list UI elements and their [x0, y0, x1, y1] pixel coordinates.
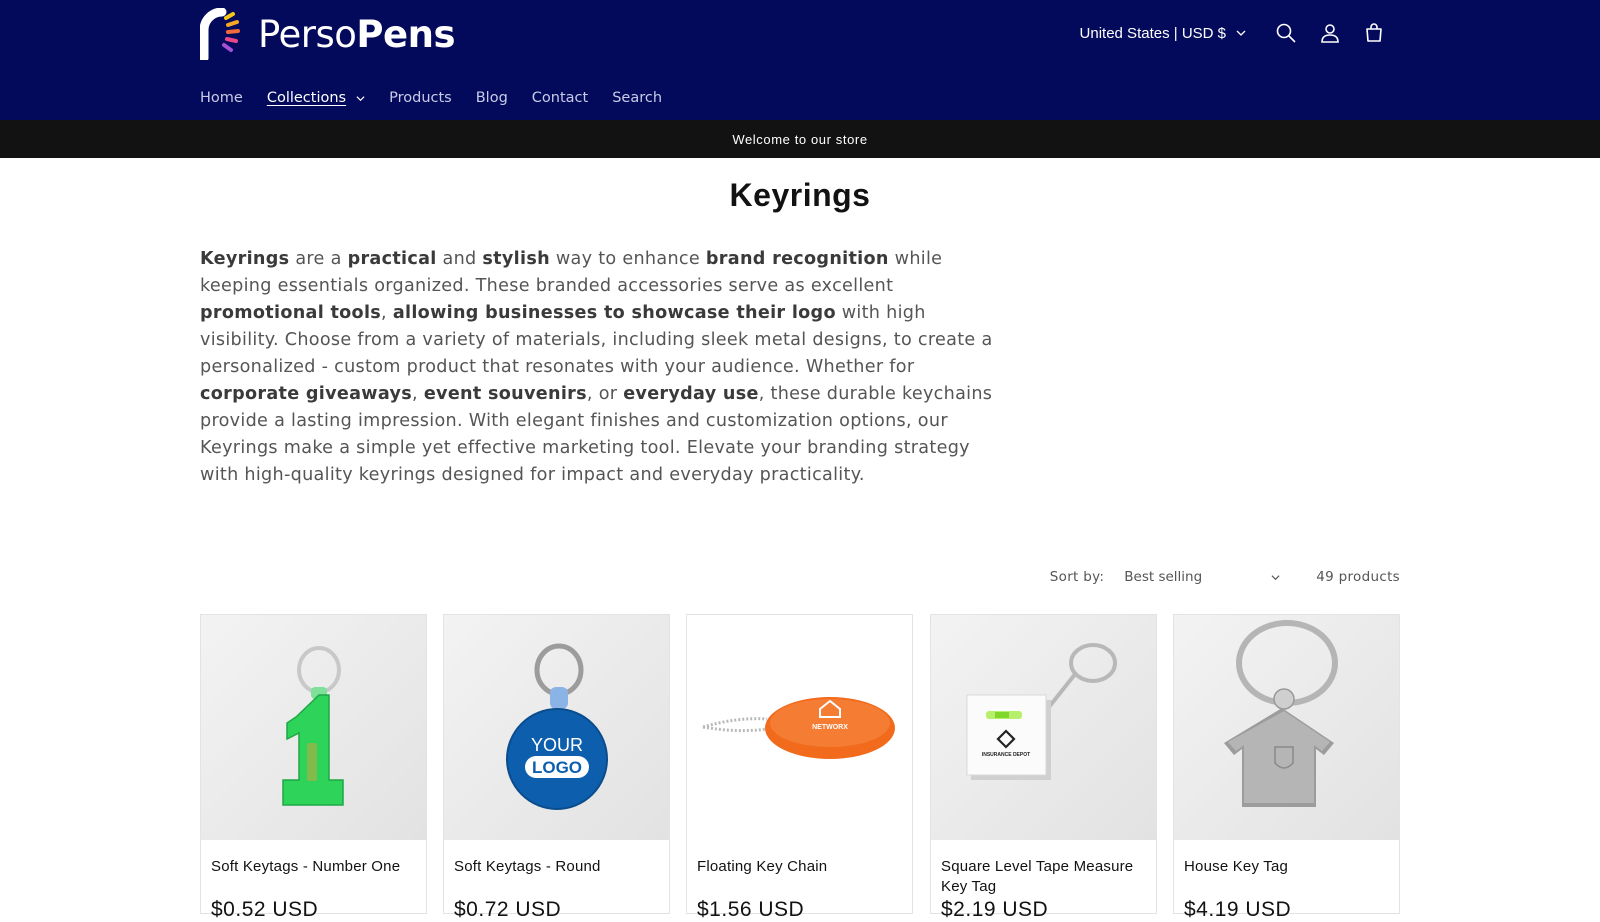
description-text: way to enhance: [549, 249, 706, 269]
nav-item-products[interactable]: Products: [389, 90, 452, 106]
account-icon[interactable]: [1308, 18, 1352, 48]
nav-item-search[interactable]: Search: [612, 90, 663, 106]
product-name[interactable]: Soft Keytags - Round: [454, 858, 601, 875]
sort-label: Sort by:: [1049, 569, 1105, 585]
product-card[interactable]: [443, 614, 670, 921]
product-card[interactable]: [686, 614, 913, 921]
product-grid: [200, 614, 1400, 921]
product-card[interactable]: [930, 614, 1157, 921]
currency-label: United States | USD $: [1079, 24, 1226, 42]
description-text: with high visibility. Choose from a variety of materials, including sleek metal designs, to create a personalized - custom product that resonates with your audience. Whether for: [200, 303, 993, 377]
product-name[interactable]: Floating Key Chain: [697, 858, 828, 875]
brand-name-light: Perso: [258, 12, 357, 56]
sort-bar: [1050, 569, 1400, 585]
brand-name-bold: Pens: [356, 12, 455, 56]
description-emphasis: practical: [347, 249, 437, 269]
description-text: are a: [289, 249, 348, 269]
description-emphasis: promotional tools: [200, 303, 382, 323]
site-header: [0, 0, 1600, 120]
product-name[interactable]: Soft Keytags - Number One: [211, 858, 401, 875]
description-emphasis: Keyrings: [200, 249, 290, 269]
product-card[interactable]: [1173, 614, 1400, 921]
product-price: $0.72 USD: [454, 898, 562, 921]
description-text: , or: [586, 384, 624, 404]
product-price: $0.52 USD: [211, 898, 319, 921]
brand-logo[interactable]: [200, 8, 455, 60]
nav-item-blog[interactable]: Blog: [475, 90, 508, 106]
product-image[interactable]: [1174, 615, 1399, 840]
description-text: while keeping essentials organized. These branded accessories serve as excellent: [200, 249, 943, 296]
brand-name: [258, 13, 455, 56]
chevron-down-icon: [356, 94, 365, 103]
chevron-down-icon: [1271, 573, 1280, 582]
product-imprint: INSURANCE DEPOT: [981, 752, 1031, 758]
description-emphasis: everyday use: [623, 384, 759, 404]
product-card[interactable]: [200, 614, 427, 921]
product-image[interactable]: [687, 615, 912, 840]
header-actions: [1080, 18, 1396, 48]
collection-description: [200, 246, 1005, 489]
product-imprint-line1: YOUR: [530, 735, 584, 755]
description-emphasis: stylish: [482, 249, 550, 269]
product-price: $2.19 USD: [941, 898, 1049, 921]
chevron-down-icon: [1236, 28, 1246, 38]
product-imprint-line2: LOGO: [531, 758, 583, 777]
nav-item-contact[interactable]: Contact: [531, 90, 589, 106]
product-image[interactable]: [201, 615, 426, 840]
nav-item-label: Collections: [266, 90, 347, 106]
description-emphasis: event souvenirs: [423, 384, 587, 404]
announcement-text: Welcome to our store: [732, 131, 868, 147]
nav-item-home[interactable]: Home: [200, 90, 243, 106]
sort-select[interactable]: [1124, 569, 1280, 585]
product-count: 49 products: [1316, 569, 1400, 585]
cart-icon[interactable]: [1352, 18, 1396, 48]
currency-selector[interactable]: [1080, 25, 1246, 42]
product-price: $4.19 USD: [1184, 898, 1292, 921]
description-emphasis: corporate giveaways: [200, 384, 413, 404]
product-name[interactable]: House Key Tag: [1184, 858, 1289, 875]
description-text: ,: [412, 384, 424, 404]
description-text: and: [436, 249, 483, 269]
main-nav: [200, 86, 686, 110]
product-imprint: NETWORX: [812, 724, 848, 731]
page-title: Keyrings: [729, 177, 871, 213]
product-image[interactable]: [931, 615, 1156, 840]
nav-item-collections[interactable]: [267, 90, 365, 106]
description-text: ,: [381, 303, 393, 323]
announcement-bar: [0, 120, 1600, 158]
product-name[interactable]: Square Level Tape Measure Key Tag: [941, 858, 1134, 895]
description-emphasis: brand recognition: [705, 249, 889, 269]
sort-value: Best selling: [1124, 569, 1203, 585]
search-icon[interactable]: [1264, 18, 1308, 48]
product-price: $1.56 USD: [697, 898, 805, 921]
logo-mark-icon: [200, 8, 248, 60]
description-text: , these durable keychains provide a lasting impression. With elegant finishes and customization options, our Keyrings make a simple yet effective marketing tool. Elevate your branding strategy with high-quality keyrings designed for impact and everyday practicality.: [200, 384, 993, 485]
product-image[interactable]: [444, 615, 669, 840]
description-emphasis: allowing businesses to showcase their logo: [392, 303, 836, 323]
